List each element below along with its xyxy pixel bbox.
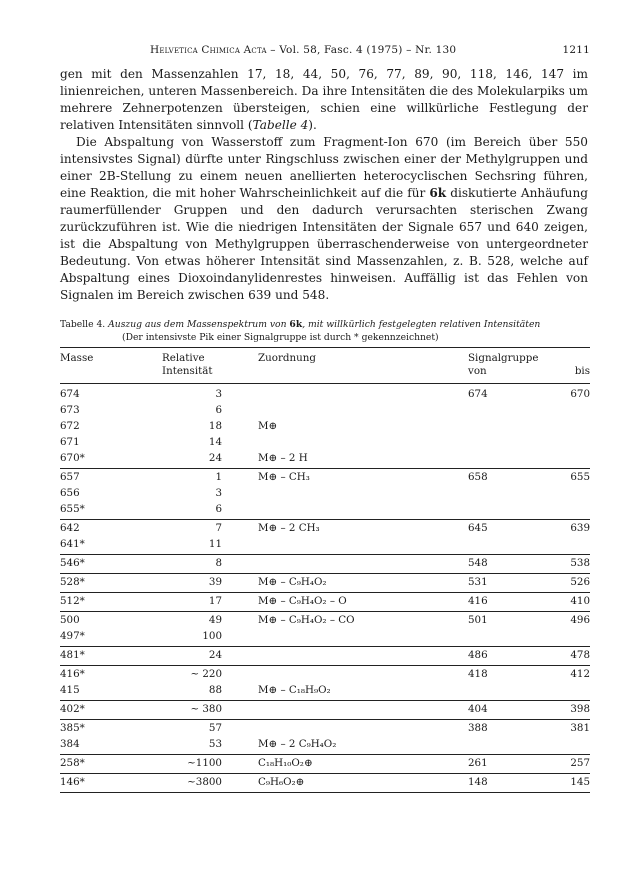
table-row [60, 404, 590, 420]
table-row [60, 555, 590, 574]
cell-bis: 496 [570, 614, 590, 626]
cell-intensity: 6 [215, 404, 222, 416]
cell-zuordnung: M⊕ – C₉H₄O₂ – O [258, 593, 468, 612]
paragraph-1-text: gen mit den Massenzahlen 17, 18, 44, 50, 76, 77, 89, 90, 118, 146, 147 im linienreichen, unteren Massenbereich. Da ihre Intensitäten die des Molekularpiks um mehrere Zehnerpotenzen übersteigen, schien eine willkürliche Festlegung der relativen Intensitäten sinnvoll ( [60, 67, 588, 132]
cell-gap [222, 420, 258, 436]
cell-zuordnung: C₁₈H₁₀O₂⊕ [258, 755, 468, 774]
row-group [60, 647, 590, 666]
table-row [60, 774, 590, 793]
table-header-row [60, 348, 590, 384]
cell-gap [222, 538, 258, 555]
cell-intensity: 6 [162, 503, 222, 520]
cell-zuordnung: M⊕ – C₉H₄O₂ – CO [258, 614, 355, 626]
table-row [60, 701, 590, 720]
table-row [60, 503, 590, 520]
cell-gap [222, 503, 258, 520]
cell-gap [222, 738, 258, 755]
table-reference: Tabelle 4 [252, 118, 309, 132]
header-zuordnung: Zuordnung [258, 348, 468, 384]
header-relative-intensity [162, 348, 222, 384]
header-intensitaet: Intensität [162, 364, 213, 377]
cell-masse: 528* [60, 574, 162, 593]
cell-gap [222, 574, 258, 593]
header-relative: Relative [162, 352, 205, 364]
table-caption-line-1 [60, 319, 590, 332]
cell-intensity: 100 [162, 630, 222, 647]
cell-zuordnung: M⊕ [258, 420, 278, 432]
row-group [60, 755, 590, 774]
cell-gap [222, 593, 258, 612]
journal-name: Helvetica Chimica Acta [150, 44, 267, 56]
table-row [60, 630, 590, 647]
cell-zuordnung: M⊕ – C₉H₄O₂ [258, 574, 468, 593]
cell-zuordnung: M⊕ – C₁₈H₉O₂ [258, 684, 468, 701]
paragraph-1 [60, 66, 588, 134]
cell-masse: 146* [60, 774, 162, 793]
cell-intensity: 14 [208, 436, 222, 448]
compound-label: 6k [429, 186, 447, 200]
cell-gap [222, 520, 258, 539]
cell-bis [524, 630, 590, 647]
cell-intensity: 49 [208, 614, 222, 626]
cell-masse: 385* [60, 722, 85, 734]
cell-bis [524, 436, 590, 452]
cell-von: 388 [468, 722, 488, 734]
cell-von [468, 503, 524, 520]
cell-von [468, 487, 524, 503]
table-row [60, 647, 590, 666]
header-masse: Masse [60, 348, 162, 384]
paragraph-1-end: ). [308, 118, 317, 132]
cell-von [468, 452, 524, 469]
cell-zuordnung: M⊕ – 2 CH₃ [258, 522, 320, 534]
cell-bis: 538 [524, 555, 590, 574]
table-row [60, 384, 590, 405]
cell-intensity: ~ 220 [190, 668, 222, 680]
table-row [60, 593, 590, 612]
row-group [60, 384, 590, 469]
cell-masse: 546* [60, 555, 162, 574]
cell-intensity: 17 [162, 593, 222, 612]
table-row [60, 612, 590, 631]
cell-von: 645 [468, 522, 488, 534]
journal-details: – Vol. 58, Fasc. 4 (1975) – Nr. 130 [266, 44, 457, 56]
table-caption-line-2: (Der intensivste Pik einer Signalgruppe ist durch * gekennzeichnet) [122, 331, 439, 343]
cell-bis: 478 [524, 647, 590, 666]
cell-intensity: 3 [215, 487, 222, 499]
header-von: von [468, 364, 487, 377]
cell-gap [222, 666, 258, 685]
cell-bis: 410 [524, 593, 590, 612]
cell-intensity: 53 [162, 738, 222, 755]
cell-zuordnung [258, 666, 468, 685]
header-signal-label: Signalgruppe [468, 352, 539, 364]
cell-zuordnung [258, 487, 468, 503]
row-group [60, 666, 590, 701]
cell-intensity: 24 [162, 452, 222, 469]
cell-gap [222, 774, 258, 793]
header-bis: bis [574, 364, 590, 377]
cell-intensity: 24 [162, 647, 222, 666]
cell-masse: 481* [60, 647, 162, 666]
cell-bis: 257 [524, 755, 590, 774]
cell-intensity: 88 [162, 684, 222, 701]
table-row [60, 684, 590, 701]
cell-von [468, 420, 524, 436]
cell-von: 418 [468, 668, 488, 680]
cell-von [468, 630, 524, 647]
cell-masse: 642 [60, 522, 80, 534]
row-group [60, 720, 590, 755]
cell-gap [222, 487, 258, 503]
row-group [60, 612, 590, 647]
row-group [60, 469, 590, 520]
cell-intensity: 7 [215, 522, 222, 534]
table-title-compound: 6k [289, 319, 303, 330]
table-title-a: Auszug aus dem Massenspektrum von [108, 319, 290, 330]
cell-gap [222, 469, 258, 488]
cell-von: 501 [468, 614, 488, 626]
cell-zuordnung [258, 503, 468, 520]
paragraph-2 [60, 134, 588, 304]
cell-bis: 145 [524, 774, 590, 793]
cell-bis: 398 [524, 701, 590, 720]
cell-gap [222, 630, 258, 647]
journal-line [150, 44, 456, 56]
table-row [60, 738, 590, 755]
cell-von: 148 [468, 774, 524, 793]
header-von-bis [468, 365, 590, 378]
cell-von: 658 [468, 471, 488, 483]
cell-von: 416 [468, 593, 524, 612]
cell-bis: 670 [570, 388, 590, 400]
cell-intensity: 8 [162, 555, 222, 574]
cell-von [468, 538, 524, 555]
cell-bis [524, 684, 590, 701]
mass-spectrum-table [60, 347, 590, 793]
table-label: Tabelle 4. [60, 319, 109, 330]
cell-von [468, 684, 524, 701]
cell-gap [222, 755, 258, 774]
cell-masse: 384 [60, 738, 162, 755]
table-title-b: , mit willkürlich festgelegten relativen Intensitäten [302, 319, 541, 330]
cell-gap [222, 701, 258, 720]
table-row [60, 487, 590, 503]
row-group [60, 520, 590, 555]
cell-bis [524, 487, 590, 503]
cell-masse: 497* [60, 630, 162, 647]
cell-von [468, 738, 524, 755]
row-group [60, 555, 590, 574]
header-gap [222, 348, 258, 384]
cell-intensity: 18 [208, 420, 222, 432]
cell-gap [222, 452, 258, 469]
cell-von: 486 [468, 647, 524, 666]
cell-gap [222, 404, 258, 420]
table-row [60, 420, 590, 436]
cell-intensity: 1 [215, 471, 222, 483]
cell-zuordnung: M⊕ – 2 H [258, 452, 468, 469]
cell-intensity: 3 [215, 388, 222, 400]
page-number: 1211 [562, 44, 590, 56]
cell-zuordnung [258, 538, 468, 555]
cell-bis [524, 452, 590, 469]
cell-masse: 641* [60, 538, 162, 555]
cell-von: 531 [468, 574, 524, 593]
row-group [60, 574, 590, 593]
cell-von [468, 436, 524, 452]
cell-zuordnung: M⊕ – 2 C₉H₄O₂ [258, 738, 468, 755]
cell-gap [222, 436, 258, 452]
cell-zuordnung [258, 404, 468, 420]
cell-gap [222, 684, 258, 701]
cell-masse: 258* [60, 755, 162, 774]
table-row [60, 538, 590, 555]
table-row [60, 469, 590, 488]
cell-gap [222, 647, 258, 666]
cell-bis [524, 404, 590, 420]
cell-zuordnung [258, 630, 468, 647]
cell-von: 674 [468, 388, 488, 400]
cell-bis [524, 538, 590, 555]
paragraph-2-text-b: diskutierte Anhäufung raumerfüllender Gruppen und den dadurch verursachten sterischen Zwang zurückzuführen ist. Wie die niedrigen Intensitäten der Signale 657 und 640 zeigen, ist die Abspaltung von Methylgruppen überraschenderweise von untergeordneter Bedeutung. Von etwas höherer Intensität sind Massenzahlen, z. B. 528, welche auf Abspaltung eines Dioxoindanylidenrestes hinweisen. Auffällig ist das Fehlen von Signalen im Bereich zwischen 639 und 548. [60, 186, 589, 302]
table-row [60, 520, 590, 539]
cell-bis: 639 [570, 522, 590, 534]
table-row [60, 574, 590, 593]
table-caption [60, 319, 590, 344]
cell-gap [222, 384, 258, 405]
cell-bis [524, 420, 590, 436]
cell-bis: 412 [570, 668, 590, 680]
cell-masse: 500 [60, 614, 80, 626]
cell-von: 404 [468, 701, 524, 720]
cell-masse: 415 [60, 684, 162, 701]
paragraph-2-text-a: Die Abspaltung von Wasserstoff zum Fragment-Ion 670 (im Bereich über 550 intensivstes Signal) dürfte unter Ringschluss zwischen einer der Methylgruppen und einer 2B-Stellung zu einem neuen anellierten heterocyclischen Sechsring führen, eine Reaktion, die mit hoher Wahrscheinlichkeit auf die für [60, 135, 588, 200]
cell-von: 548 [468, 555, 524, 574]
cell-intensity: ~1100 [162, 755, 222, 774]
cell-intensity: ~ 380 [162, 701, 222, 720]
row-group [60, 593, 590, 612]
cell-zuordnung [258, 647, 468, 666]
cell-zuordnung [258, 701, 468, 720]
cell-gap [222, 612, 258, 631]
cell-bis: 526 [524, 574, 590, 593]
cell-masse: 672 [60, 420, 80, 432]
cell-masse: 670* [60, 452, 162, 469]
cell-zuordnung [258, 436, 468, 452]
cell-gap [222, 720, 258, 739]
cell-intensity: 57 [208, 722, 222, 734]
cell-von: 261 [468, 755, 524, 774]
cell-masse: 656 [60, 487, 80, 499]
table-row [60, 720, 590, 739]
cell-masse: 673 [60, 404, 80, 416]
row-group [60, 701, 590, 720]
cell-masse: 671 [60, 436, 80, 448]
cell-bis: 381 [570, 722, 590, 734]
cell-intensity: ~3800 [162, 774, 222, 793]
table-row [60, 666, 590, 685]
cell-masse: 402* [60, 701, 162, 720]
cell-gap [222, 555, 258, 574]
cell-zuordnung: M⊕ – CH₃ [258, 471, 310, 483]
cell-masse: 674 [60, 388, 80, 400]
cell-intensity: 39 [162, 574, 222, 593]
cell-zuordnung [258, 720, 468, 739]
cell-bis [524, 738, 590, 755]
table-row [60, 755, 590, 774]
table-row [60, 452, 590, 469]
cell-bis: 655 [570, 471, 590, 483]
cell-zuordnung [258, 384, 468, 405]
row-group [60, 774, 590, 793]
cell-masse: 512* [60, 593, 162, 612]
cell-masse: 657 [60, 471, 80, 483]
header-signalgruppe [468, 348, 590, 384]
cell-bis [524, 503, 590, 520]
table-row [60, 436, 590, 452]
cell-intensity: 11 [162, 538, 222, 555]
body-text [60, 66, 588, 304]
cell-von [468, 404, 524, 420]
cell-zuordnung: C₉H₆O₂⊕ [258, 774, 468, 793]
cell-masse: 655* [60, 503, 162, 520]
cell-masse: 416* [60, 668, 85, 680]
cell-zuordnung [258, 555, 468, 574]
